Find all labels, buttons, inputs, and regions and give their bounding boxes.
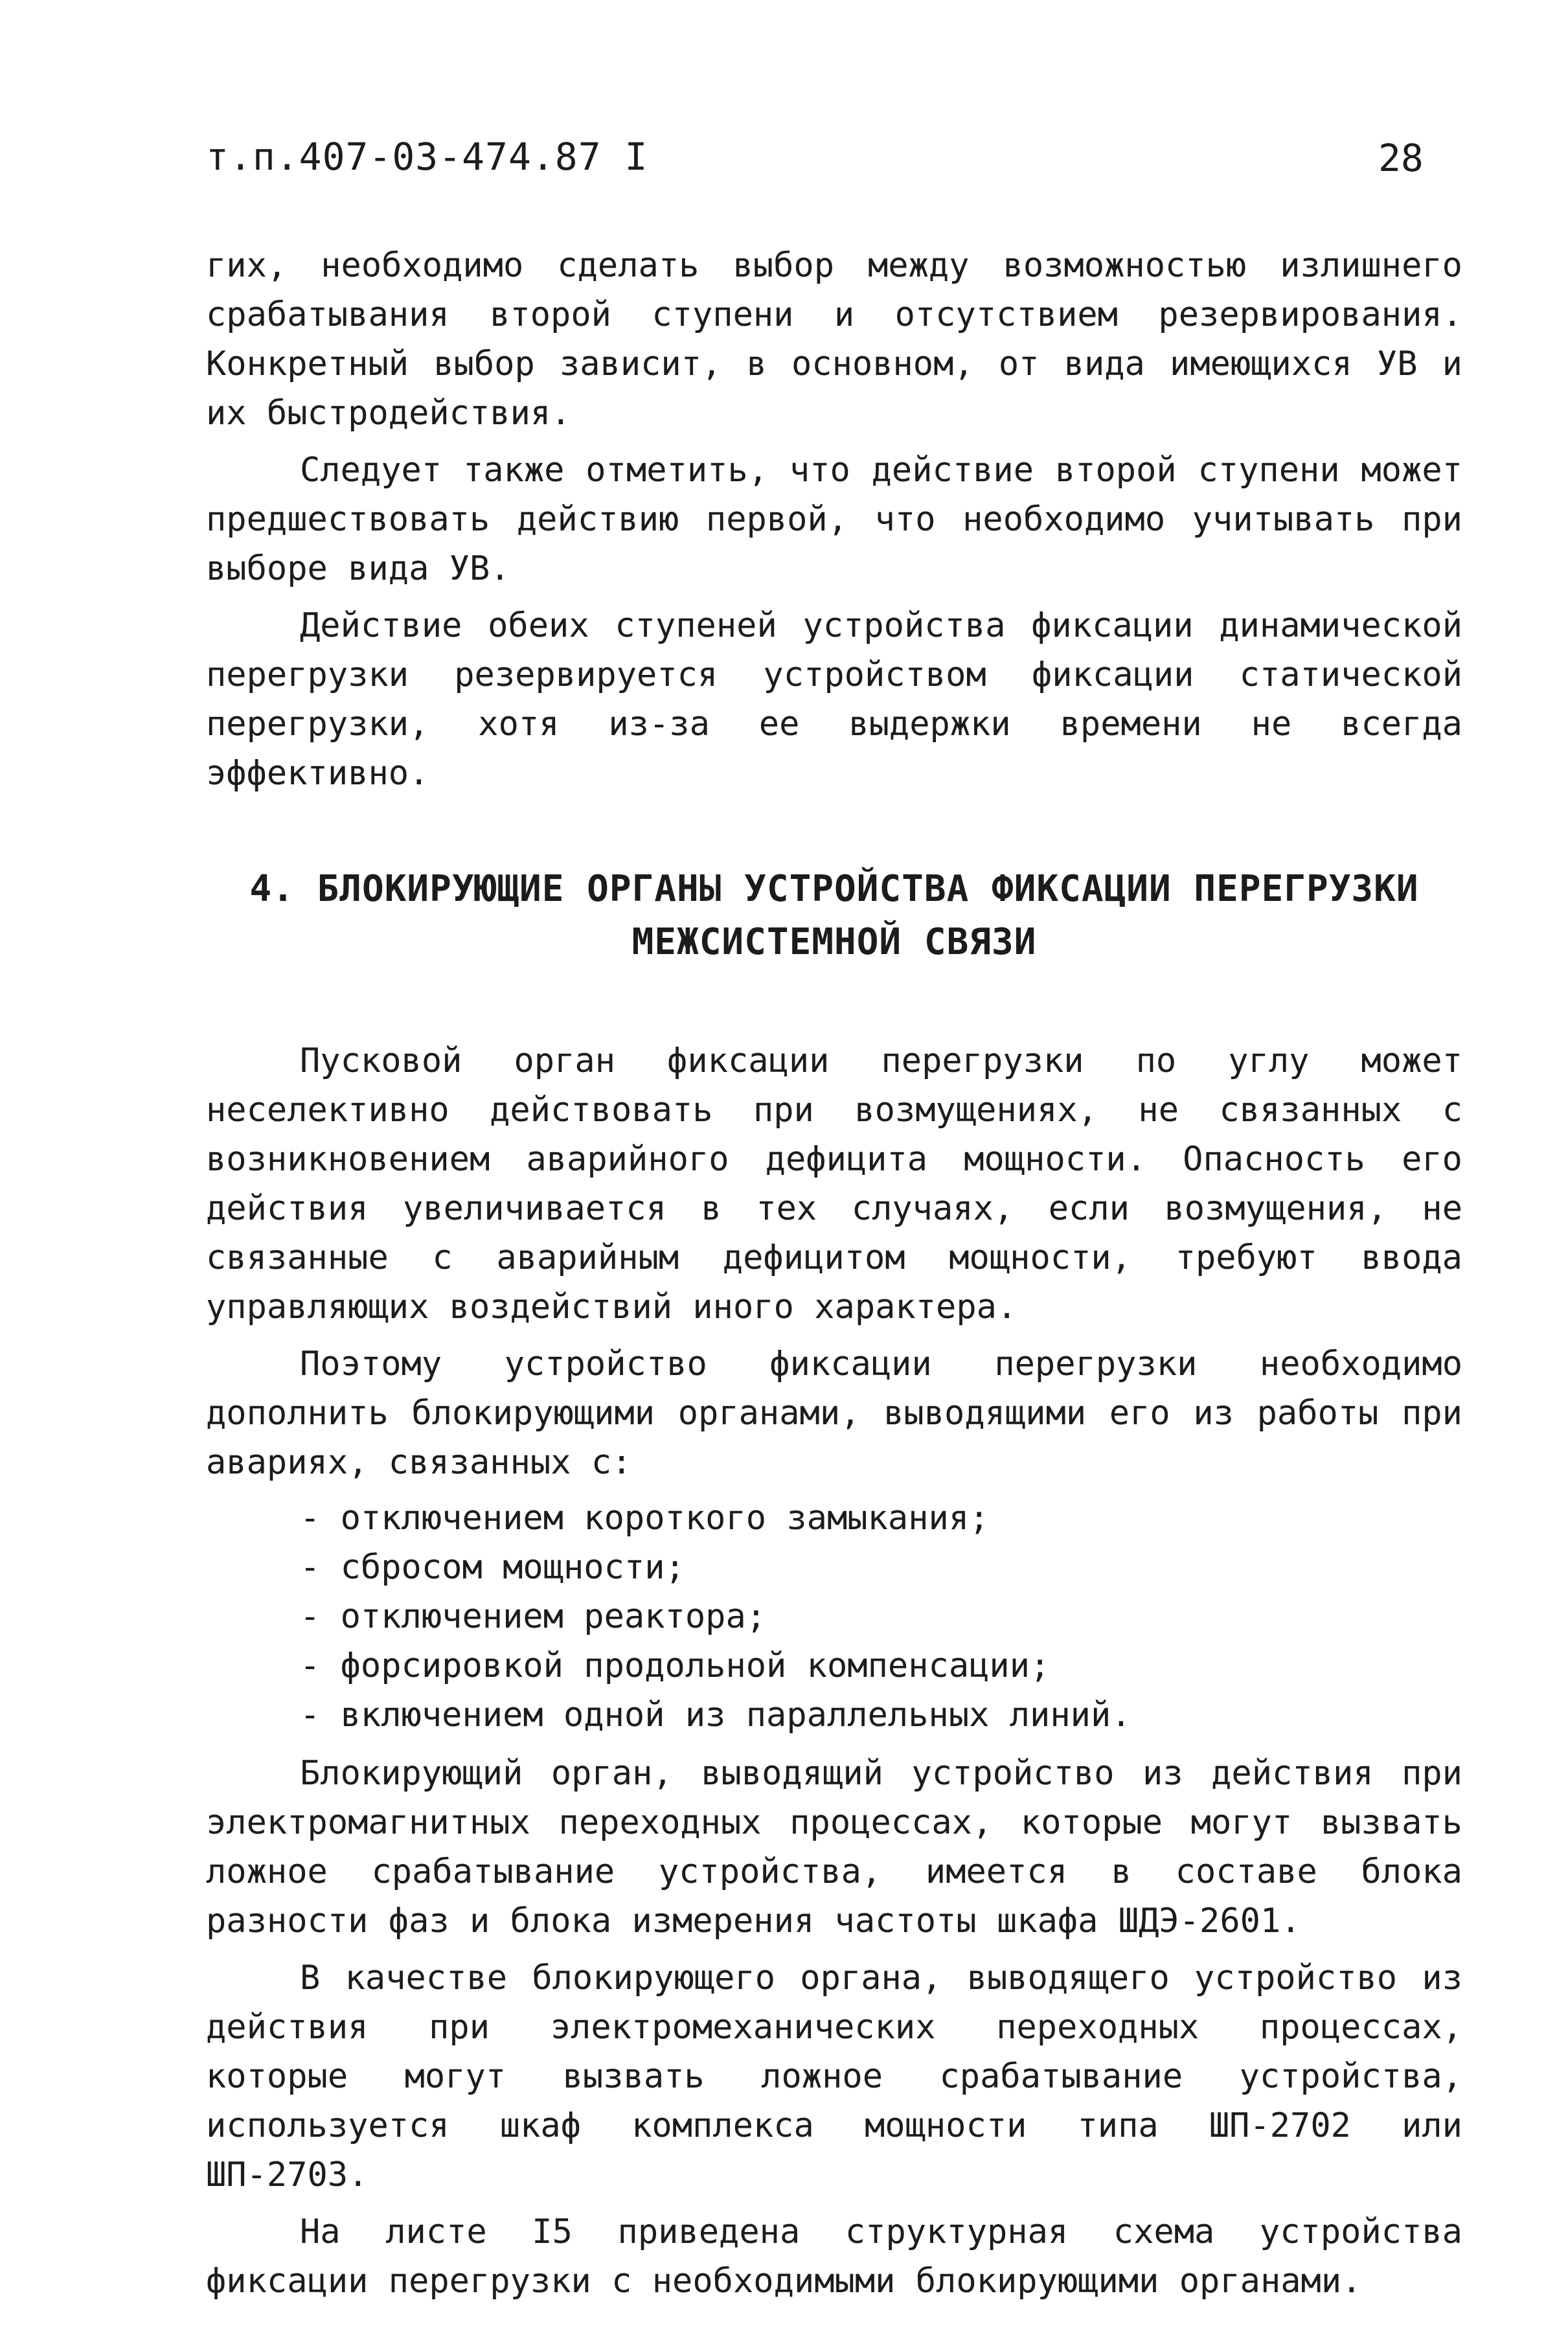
paragraph: Поэтому устройство фиксации перегрузки необходимо дополнить блокирующими органами, выводящими его из работы при авариях, связанных с:	[206, 1345, 1462, 1482]
paragraph: Пусковой орган фиксации перегрузки по углу может неселективно действовать при возмущениях, не связанных с возникновением аварийного дефицита мощности. Опасность его действия увеличивается в тех случаях, если возмущения, не связанные с аварийным дефицитом мощности, требуют ввода управляющих воздействий иного характера.	[206, 1041, 1462, 1326]
paragraph: Блокирующий орган, выводящий устройство из действия при электромагнитных переходных процессах, которые могут вызвать ложное срабатывание устройства, имеется в составе блока разности фаз и блока измерения частоты шкафа ШДЭ-2601.	[206, 1754, 1462, 1940]
section-heading	[206, 863, 1462, 969]
document-code: т.п.407-03-474.87 I	[206, 135, 648, 179]
list-item: - включением одной из параллельных линий.	[300, 1696, 1131, 1735]
page-number: 28	[1378, 136, 1424, 180]
list-item: - сбросом мощности;	[300, 1548, 685, 1587]
paragraph: В качестве блокирующего органа, выводящего устройство из действия при электромеханических переходных процессах, которые могут вызвать ложное срабатывание устройства, используется шкаф комплекса мощности типа ШП-2702 или ШП-2703.	[206, 1959, 1462, 2194]
paragraph-continuation: гих, необходимо сделать выбор между возможностью излишнего срабатывания второй ступени и отсутствием резервирования. Конкретный выбор зависит, в основном, от вида имеющихся УВ и их быстродействия.	[206, 246, 1462, 433]
list-item: - отключением реактора;	[300, 1597, 767, 1636]
blocker-list	[206, 1494, 1462, 1740]
paragraph: Следует также отметить, что действие второй ступени может предшествовать действию первой, что необходимо учитывать при выборе вида УВ.	[206, 451, 1462, 588]
body-text	[206, 241, 1462, 2306]
list-item: - отключением короткого замыкания;	[300, 1499, 990, 1538]
section-heading-line2: МЕЖСИСТЕМНОЙ СВЯЗИ	[631, 921, 1037, 963]
list-item: - форсировкой продольной компенсации;	[300, 1646, 1051, 1685]
paragraph: На листе I5 приведена структурная схема устройства фиксации перегрузки с необходимыми блокирующими органами.	[206, 2213, 1462, 2301]
section-heading-line1: 4. БЛОКИРУЮЩИЕ ОРГАНЫ УСТРОЙСТВА ФИКСАЦИИ ПЕРЕГРУЗКИ	[249, 868, 1419, 910]
paragraph: Действие обеих ступеней устройства фиксации динамической перегрузки резервируется устройством фиксации статической перегрузки, хотя из-за ее выдержки времени не всегда эффективно.	[206, 606, 1462, 793]
